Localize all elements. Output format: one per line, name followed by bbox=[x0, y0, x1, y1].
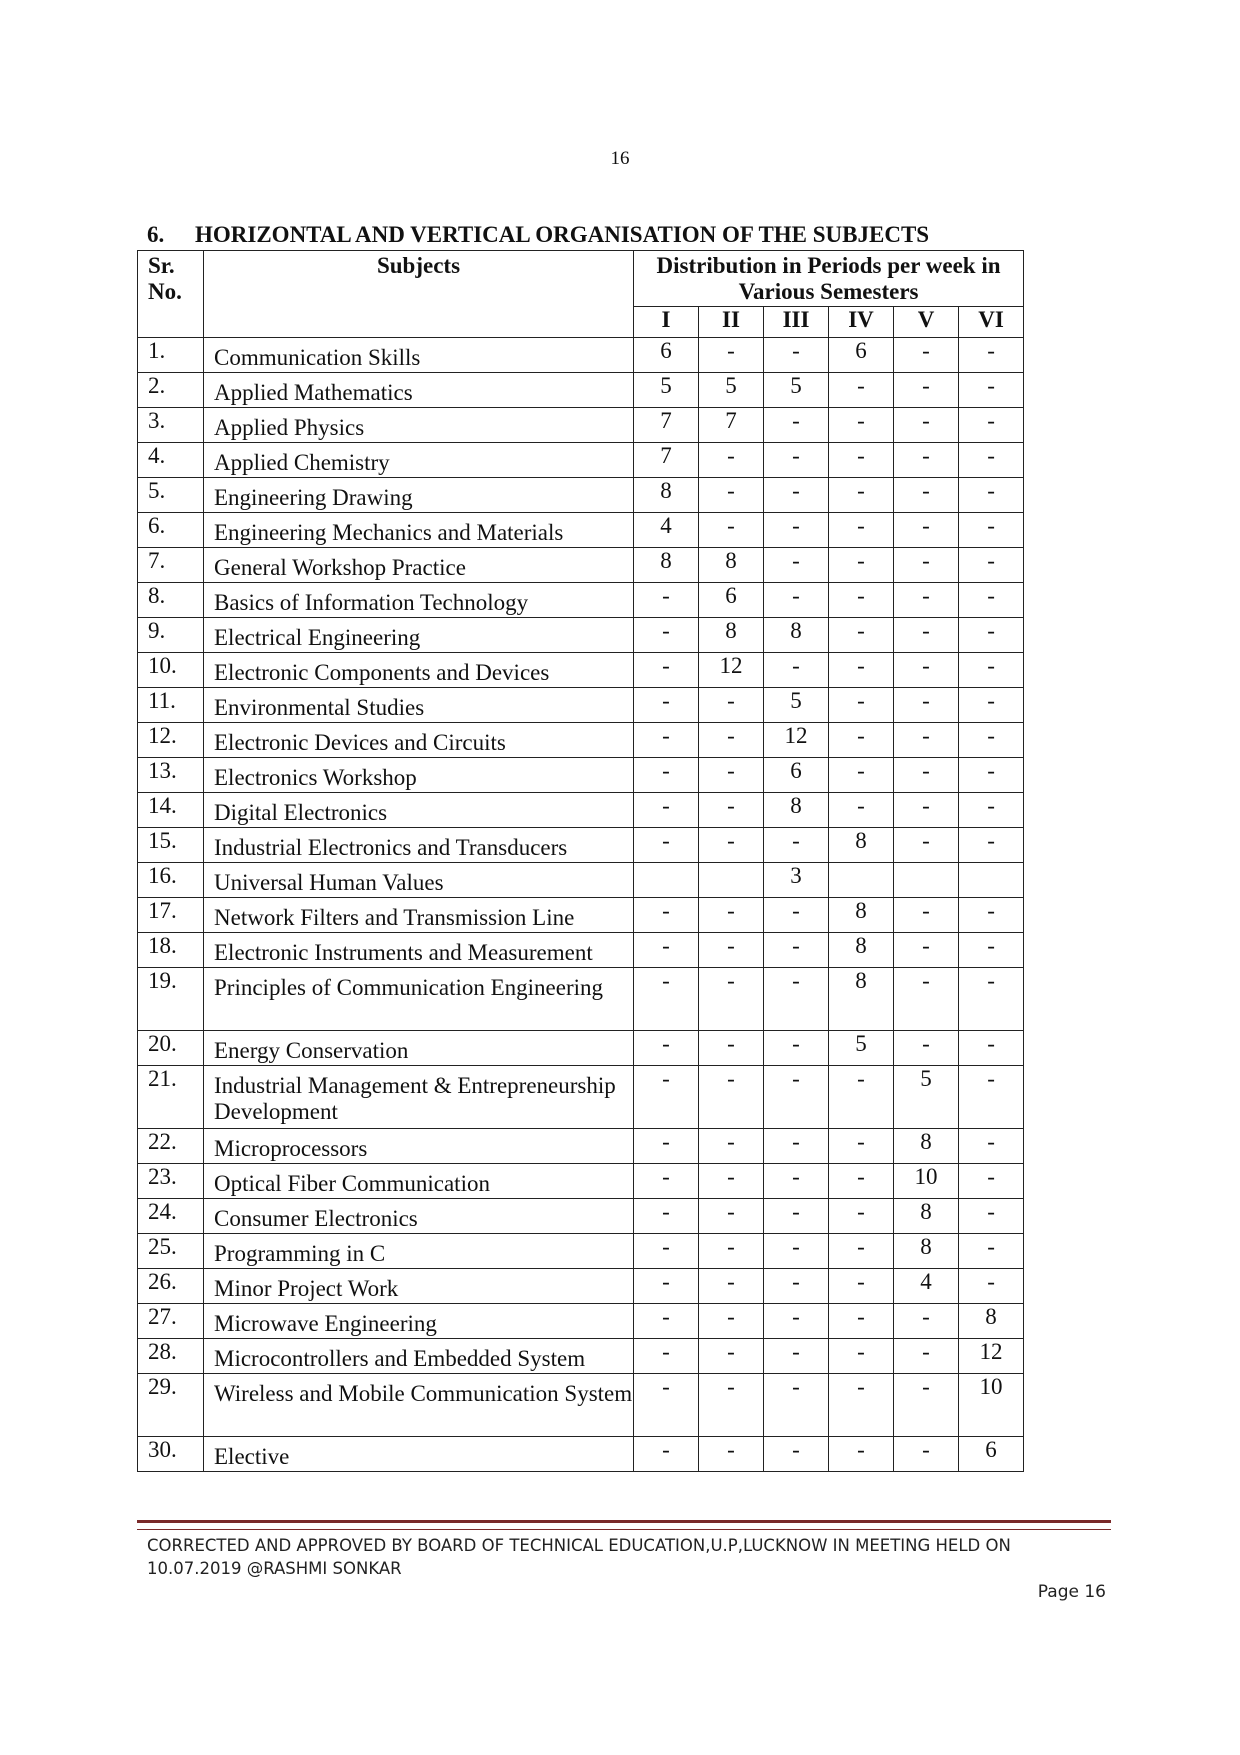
periods-cell: - bbox=[634, 758, 699, 793]
periods-cell: 5 bbox=[764, 373, 829, 408]
sr-no-cell: 26. bbox=[138, 1269, 204, 1304]
periods-cell: - bbox=[634, 1339, 699, 1374]
periods-cell: - bbox=[829, 1374, 894, 1437]
periods-cell: - bbox=[894, 653, 959, 688]
subject-cell: Elective bbox=[204, 1437, 634, 1472]
subject-cell: Industrial Management & Entrepreneurship Development bbox=[204, 1066, 634, 1129]
page-number-top: 16 bbox=[610, 148, 630, 169]
periods-cell: - bbox=[959, 1234, 1024, 1269]
periods-cell: 12 bbox=[699, 653, 764, 688]
periods-cell: - bbox=[959, 443, 1024, 478]
periods-cell: - bbox=[959, 758, 1024, 793]
periods-cell: - bbox=[699, 793, 764, 828]
sr-no-cell: 4. bbox=[138, 443, 204, 478]
periods-cell: - bbox=[829, 548, 894, 583]
sr-no-cell: 28. bbox=[138, 1339, 204, 1374]
periods-cell: 8 bbox=[829, 898, 894, 933]
subject-cell: Electronic Instruments and Measurement bbox=[204, 933, 634, 968]
sr-no-cell: 18. bbox=[138, 933, 204, 968]
periods-cell: - bbox=[634, 933, 699, 968]
periods-cell: 5 bbox=[634, 373, 699, 408]
periods-cell: - bbox=[894, 688, 959, 723]
periods-cell: - bbox=[764, 1269, 829, 1304]
periods-cell: - bbox=[959, 548, 1024, 583]
periods-cell: - bbox=[894, 828, 959, 863]
periods-cell: - bbox=[764, 968, 829, 1031]
subject-cell: Engineering Mechanics and Materials bbox=[204, 513, 634, 548]
periods-cell: - bbox=[894, 1304, 959, 1339]
periods-cell: 8 bbox=[634, 548, 699, 583]
sr-no-cell: 17. bbox=[138, 898, 204, 933]
sr-no-cell: 1. bbox=[138, 338, 204, 373]
subjects-table bbox=[137, 250, 1024, 1472]
sr-no-cell: 21. bbox=[138, 1066, 204, 1129]
table-row bbox=[138, 1234, 1024, 1269]
periods-cell: - bbox=[894, 548, 959, 583]
periods-cell: - bbox=[699, 758, 764, 793]
sr-no-cell: 16. bbox=[138, 863, 204, 898]
periods-cell: - bbox=[829, 1234, 894, 1269]
periods-cell: - bbox=[764, 338, 829, 373]
periods-cell: - bbox=[764, 1437, 829, 1472]
periods-cell: - bbox=[959, 408, 1024, 443]
footer-page-number: Page 16 bbox=[1037, 1582, 1106, 1602]
footer-rule bbox=[137, 1520, 1111, 1530]
periods-cell: - bbox=[959, 898, 1024, 933]
periods-cell: 8 bbox=[829, 933, 894, 968]
periods-cell: 8 bbox=[959, 1304, 1024, 1339]
table-row bbox=[138, 478, 1024, 513]
table-row bbox=[138, 863, 1024, 898]
periods-cell: - bbox=[894, 793, 959, 828]
header-subjects: Subjects bbox=[204, 251, 634, 338]
periods-cell: 10 bbox=[959, 1374, 1024, 1437]
periods-cell: 6 bbox=[699, 583, 764, 618]
sr-no-cell: 8. bbox=[138, 583, 204, 618]
table-row bbox=[138, 548, 1024, 583]
periods-cell: - bbox=[764, 1129, 829, 1164]
periods-cell: - bbox=[699, 898, 764, 933]
periods-cell: - bbox=[829, 1129, 894, 1164]
periods-cell: - bbox=[764, 408, 829, 443]
sr-no-cell: 19. bbox=[138, 968, 204, 1031]
periods-cell: - bbox=[764, 443, 829, 478]
table-row bbox=[138, 968, 1024, 1031]
periods-cell: - bbox=[894, 373, 959, 408]
subject-cell: Optical Fiber Communication bbox=[204, 1164, 634, 1199]
table-row bbox=[138, 443, 1024, 478]
periods-cell: - bbox=[894, 933, 959, 968]
periods-cell: 12 bbox=[959, 1339, 1024, 1374]
table-row bbox=[138, 933, 1024, 968]
periods-cell: - bbox=[634, 1437, 699, 1472]
periods-cell: - bbox=[764, 583, 829, 618]
periods-cell: - bbox=[699, 338, 764, 373]
periods-cell: - bbox=[634, 1031, 699, 1066]
periods-cell: - bbox=[764, 933, 829, 968]
periods-cell: - bbox=[829, 583, 894, 618]
periods-cell: - bbox=[699, 1304, 764, 1339]
sr-no-cell: 23. bbox=[138, 1164, 204, 1199]
periods-cell: - bbox=[634, 1374, 699, 1437]
periods-cell: - bbox=[894, 408, 959, 443]
subject-cell: Consumer Electronics bbox=[204, 1199, 634, 1234]
semester-header: III bbox=[764, 307, 829, 338]
periods-cell: - bbox=[634, 1304, 699, 1339]
header-sr-no: Sr. No. bbox=[138, 251, 204, 338]
periods-cell: 8 bbox=[699, 618, 764, 653]
table-row bbox=[138, 1304, 1024, 1339]
periods-cell: 6 bbox=[634, 338, 699, 373]
periods-cell: - bbox=[829, 513, 894, 548]
periods-cell: - bbox=[764, 1066, 829, 1129]
periods-cell: - bbox=[829, 1437, 894, 1472]
periods-cell: - bbox=[959, 513, 1024, 548]
periods-cell: 3 bbox=[764, 863, 829, 898]
subject-cell: Wireless and Mobile Communication System bbox=[204, 1374, 634, 1437]
periods-cell: 8 bbox=[764, 618, 829, 653]
periods-cell: - bbox=[959, 688, 1024, 723]
periods-cell: 4 bbox=[634, 513, 699, 548]
periods-cell bbox=[634, 863, 699, 898]
periods-cell: - bbox=[959, 793, 1024, 828]
periods-cell: - bbox=[959, 828, 1024, 863]
periods-cell: - bbox=[894, 968, 959, 1031]
table-row bbox=[138, 513, 1024, 548]
periods-cell: - bbox=[634, 1269, 699, 1304]
periods-cell: - bbox=[699, 723, 764, 758]
sr-no-cell: 14. bbox=[138, 793, 204, 828]
sr-no-cell: 24. bbox=[138, 1199, 204, 1234]
sr-no-cell: 29. bbox=[138, 1374, 204, 1437]
subject-cell: Microprocessors bbox=[204, 1129, 634, 1164]
periods-cell: - bbox=[699, 828, 764, 863]
periods-cell: - bbox=[829, 1199, 894, 1234]
subject-cell: Electronic Devices and Circuits bbox=[204, 723, 634, 758]
subject-cell: Microwave Engineering bbox=[204, 1304, 634, 1339]
periods-cell: - bbox=[634, 1129, 699, 1164]
periods-cell: - bbox=[829, 793, 894, 828]
subject-cell: Microcontrollers and Embedded System bbox=[204, 1339, 634, 1374]
periods-cell: - bbox=[959, 1269, 1024, 1304]
periods-cell: 8 bbox=[894, 1234, 959, 1269]
periods-cell: - bbox=[959, 1199, 1024, 1234]
periods-cell: 7 bbox=[634, 443, 699, 478]
periods-cell: - bbox=[764, 548, 829, 583]
periods-cell: - bbox=[829, 1304, 894, 1339]
periods-cell bbox=[894, 863, 959, 898]
subject-cell: Principles of Communication Engineering bbox=[204, 968, 634, 1031]
periods-cell: - bbox=[764, 653, 829, 688]
periods-cell: - bbox=[959, 1164, 1024, 1199]
periods-cell: - bbox=[699, 1234, 764, 1269]
sr-no-cell: 30. bbox=[138, 1437, 204, 1472]
periods-cell: - bbox=[829, 443, 894, 478]
table-row bbox=[138, 1129, 1024, 1164]
table-row bbox=[138, 653, 1024, 688]
table-row bbox=[138, 338, 1024, 373]
header-distribution: Distribution in Periods per week in Various Semesters bbox=[634, 251, 1024, 307]
periods-cell: - bbox=[699, 443, 764, 478]
periods-cell: - bbox=[634, 1199, 699, 1234]
section-heading bbox=[147, 222, 929, 248]
periods-cell: - bbox=[894, 1031, 959, 1066]
periods-cell: - bbox=[959, 1066, 1024, 1129]
periods-cell: 6 bbox=[764, 758, 829, 793]
table-row bbox=[138, 898, 1024, 933]
periods-cell: - bbox=[894, 898, 959, 933]
semester-header: IV bbox=[829, 307, 894, 338]
periods-cell: - bbox=[634, 723, 699, 758]
periods-cell: - bbox=[764, 1304, 829, 1339]
periods-cell: 5 bbox=[764, 688, 829, 723]
table-row bbox=[138, 618, 1024, 653]
table-row bbox=[138, 1374, 1024, 1437]
periods-cell: - bbox=[699, 1269, 764, 1304]
periods-cell: - bbox=[699, 1129, 764, 1164]
semester-header: II bbox=[699, 307, 764, 338]
periods-cell: - bbox=[959, 653, 1024, 688]
periods-cell: 8 bbox=[764, 793, 829, 828]
table-row bbox=[138, 408, 1024, 443]
sr-no-cell: 10. bbox=[138, 653, 204, 688]
periods-cell: - bbox=[699, 688, 764, 723]
subject-cell: Electronic Components and Devices bbox=[204, 653, 634, 688]
sr-no-cell: 11. bbox=[138, 688, 204, 723]
periods-cell: - bbox=[894, 758, 959, 793]
periods-cell: - bbox=[829, 1066, 894, 1129]
periods-cell: - bbox=[829, 478, 894, 513]
subject-cell: Network Filters and Transmission Line bbox=[204, 898, 634, 933]
periods-cell bbox=[959, 863, 1024, 898]
periods-cell: - bbox=[894, 1339, 959, 1374]
periods-cell: - bbox=[894, 1437, 959, 1472]
periods-cell: - bbox=[959, 933, 1024, 968]
periods-cell: - bbox=[699, 1031, 764, 1066]
subject-cell: Environmental Studies bbox=[204, 688, 634, 723]
sr-no-cell: 22. bbox=[138, 1129, 204, 1164]
periods-cell: 8 bbox=[894, 1199, 959, 1234]
subject-cell: Programming in C bbox=[204, 1234, 634, 1269]
section-title: HORIZONTAL AND VERTICAL ORGANISATION OF THE SUBJECTS bbox=[195, 222, 930, 247]
section-number: 6. bbox=[147, 222, 165, 247]
periods-cell: - bbox=[894, 443, 959, 478]
periods-cell: - bbox=[894, 513, 959, 548]
periods-cell: 5 bbox=[894, 1066, 959, 1129]
semester-header: VI bbox=[959, 307, 1024, 338]
periods-cell: - bbox=[699, 1066, 764, 1129]
sr-no-cell: 13. bbox=[138, 758, 204, 793]
periods-cell: 8 bbox=[829, 968, 894, 1031]
semester-header: V bbox=[894, 307, 959, 338]
subject-cell: Digital Electronics bbox=[204, 793, 634, 828]
periods-cell: - bbox=[634, 828, 699, 863]
table-row bbox=[138, 793, 1024, 828]
periods-cell: - bbox=[894, 1374, 959, 1437]
periods-cell: 10 bbox=[894, 1164, 959, 1199]
periods-cell: 7 bbox=[699, 408, 764, 443]
subject-cell: Minor Project Work bbox=[204, 1269, 634, 1304]
table-row bbox=[138, 583, 1024, 618]
periods-cell: - bbox=[959, 1129, 1024, 1164]
subject-cell: Engineering Drawing bbox=[204, 478, 634, 513]
sr-no-cell: 6. bbox=[138, 513, 204, 548]
subject-cell: Electrical Engineering bbox=[204, 618, 634, 653]
periods-cell: - bbox=[764, 1031, 829, 1066]
periods-cell: - bbox=[699, 513, 764, 548]
periods-cell: 7 bbox=[634, 408, 699, 443]
sr-no-cell: 9. bbox=[138, 618, 204, 653]
periods-cell: 5 bbox=[699, 373, 764, 408]
periods-cell: - bbox=[829, 688, 894, 723]
periods-cell: - bbox=[829, 1164, 894, 1199]
subject-cell: Applied Physics bbox=[204, 408, 634, 443]
periods-cell: - bbox=[764, 828, 829, 863]
periods-cell: - bbox=[829, 408, 894, 443]
periods-cell: 8 bbox=[894, 1129, 959, 1164]
periods-cell: - bbox=[634, 688, 699, 723]
periods-cell: - bbox=[699, 933, 764, 968]
semester-header: I bbox=[634, 307, 699, 338]
periods-cell: - bbox=[959, 618, 1024, 653]
periods-cell: - bbox=[829, 723, 894, 758]
table-row bbox=[138, 828, 1024, 863]
periods-cell: - bbox=[764, 478, 829, 513]
sr-no-cell: 15. bbox=[138, 828, 204, 863]
table-row bbox=[138, 688, 1024, 723]
periods-cell: 6 bbox=[829, 338, 894, 373]
periods-cell: - bbox=[959, 968, 1024, 1031]
table-row bbox=[138, 1339, 1024, 1374]
periods-cell: - bbox=[699, 1339, 764, 1374]
periods-cell bbox=[699, 863, 764, 898]
periods-cell: - bbox=[699, 1164, 764, 1199]
periods-cell: 8 bbox=[699, 548, 764, 583]
periods-cell: 8 bbox=[829, 828, 894, 863]
periods-cell: - bbox=[634, 1164, 699, 1199]
periods-cell: - bbox=[894, 723, 959, 758]
periods-cell: 4 bbox=[894, 1269, 959, 1304]
sr-no-cell: 27. bbox=[138, 1304, 204, 1339]
periods-cell: - bbox=[634, 898, 699, 933]
subject-cell: Communication Skills bbox=[204, 338, 634, 373]
periods-cell: - bbox=[764, 1199, 829, 1234]
periods-cell bbox=[829, 863, 894, 898]
periods-cell: - bbox=[829, 758, 894, 793]
periods-cell: - bbox=[894, 618, 959, 653]
sr-no-cell: 12. bbox=[138, 723, 204, 758]
periods-cell: - bbox=[634, 968, 699, 1031]
periods-cell: - bbox=[959, 583, 1024, 618]
table-body bbox=[138, 338, 1024, 1472]
subject-cell: Applied Mathematics bbox=[204, 373, 634, 408]
periods-cell: - bbox=[764, 1164, 829, 1199]
sr-no-cell: 20. bbox=[138, 1031, 204, 1066]
periods-cell: - bbox=[829, 653, 894, 688]
periods-cell: - bbox=[764, 513, 829, 548]
periods-cell: - bbox=[699, 1374, 764, 1437]
periods-cell: 8 bbox=[634, 478, 699, 513]
periods-cell: 5 bbox=[829, 1031, 894, 1066]
periods-cell: - bbox=[764, 1339, 829, 1374]
subject-cell: Industrial Electronics and Transducers bbox=[204, 828, 634, 863]
periods-cell: - bbox=[894, 478, 959, 513]
table-row bbox=[138, 1066, 1024, 1129]
sr-no-cell: 2. bbox=[138, 373, 204, 408]
periods-cell: - bbox=[959, 373, 1024, 408]
sr-no-cell: 5. bbox=[138, 478, 204, 513]
periods-cell: - bbox=[634, 653, 699, 688]
sr-no-cell: 7. bbox=[138, 548, 204, 583]
periods-cell: - bbox=[699, 1199, 764, 1234]
periods-cell: - bbox=[634, 1234, 699, 1269]
subject-cell: Universal Human Values bbox=[204, 863, 634, 898]
periods-cell: - bbox=[764, 1374, 829, 1437]
subject-cell: General Workshop Practice bbox=[204, 548, 634, 583]
periods-cell: - bbox=[699, 1437, 764, 1472]
periods-cell: - bbox=[829, 1269, 894, 1304]
footer-text: CORRECTED AND APPROVED BY BOARD OF TECHNICAL EDUCATION,U.P,LUCKNOW IN MEETING HELD ON 10.07.2019 @RASHMI SONKAR bbox=[147, 1536, 1011, 1578]
periods-cell: - bbox=[634, 618, 699, 653]
periods-cell: 6 bbox=[959, 1437, 1024, 1472]
subject-cell: Applied Chemistry bbox=[204, 443, 634, 478]
subject-cell: Electronics Workshop bbox=[204, 758, 634, 793]
periods-cell: - bbox=[829, 1339, 894, 1374]
subject-cell: Energy Conservation bbox=[204, 1031, 634, 1066]
sr-no-cell: 25. bbox=[138, 1234, 204, 1269]
table-row bbox=[138, 1437, 1024, 1472]
periods-cell: - bbox=[959, 1031, 1024, 1066]
sr-no-cell: 3. bbox=[138, 408, 204, 443]
periods-cell: - bbox=[894, 583, 959, 618]
table-row bbox=[138, 1031, 1024, 1066]
periods-cell: - bbox=[894, 338, 959, 373]
periods-cell: - bbox=[764, 898, 829, 933]
periods-cell: - bbox=[699, 968, 764, 1031]
table-row bbox=[138, 758, 1024, 793]
periods-cell: - bbox=[634, 583, 699, 618]
table-row bbox=[138, 1269, 1024, 1304]
periods-cell: - bbox=[634, 793, 699, 828]
subject-cell: Basics of Information Technology bbox=[204, 583, 634, 618]
periods-cell: - bbox=[959, 338, 1024, 373]
table-row bbox=[138, 1199, 1024, 1234]
table-row bbox=[138, 1164, 1024, 1199]
table-row bbox=[138, 723, 1024, 758]
periods-cell: - bbox=[829, 373, 894, 408]
periods-cell: 12 bbox=[764, 723, 829, 758]
periods-cell: - bbox=[634, 1066, 699, 1129]
table-row bbox=[138, 373, 1024, 408]
periods-cell: - bbox=[764, 1234, 829, 1269]
periods-cell: - bbox=[699, 478, 764, 513]
periods-cell: - bbox=[959, 478, 1024, 513]
periods-cell: - bbox=[829, 618, 894, 653]
periods-cell: - bbox=[959, 723, 1024, 758]
